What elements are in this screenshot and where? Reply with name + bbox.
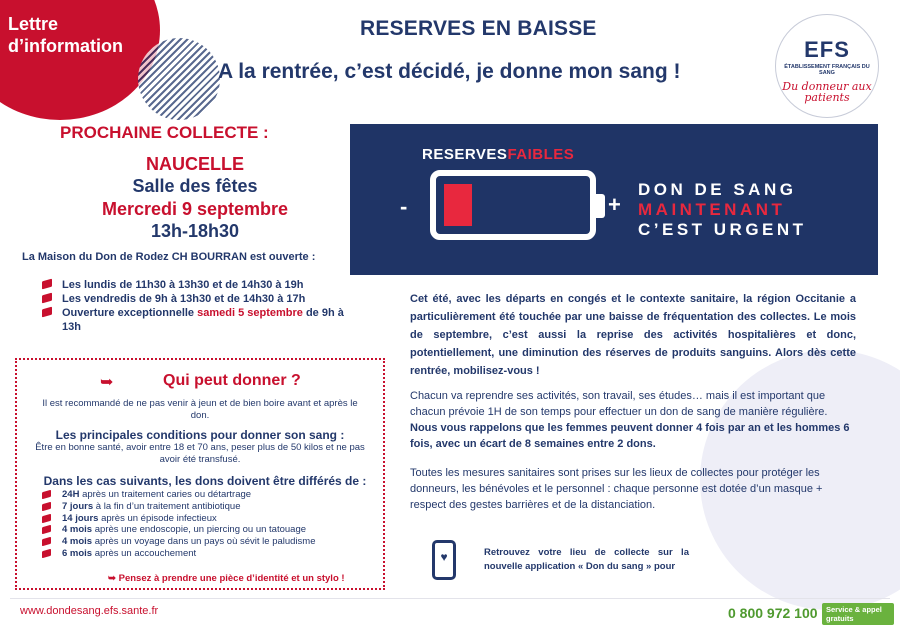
phone-number[interactable]: 0 800 972 100 (728, 605, 818, 621)
newsletter-title: Lettre d’information (8, 14, 123, 56)
footer-divider (10, 598, 890, 599)
deferral-duration: 4 mois (62, 536, 93, 548)
conditions-heading: Les principales conditions pour donner son sang : (55, 428, 345, 442)
page-subtitle: A la rentrée, c’est décidé, je donne mon sang ! (218, 60, 681, 83)
exception-suffix: de 9h à 13h (62, 307, 344, 333)
plus-icon: + (608, 192, 621, 217)
battery-icon (430, 170, 596, 240)
battery-level (444, 184, 472, 226)
rhythm-paragraph (410, 388, 856, 452)
hatched-circle-decoration (138, 38, 220, 120)
collecte-heading: PROCHAINE COLLECTE : (60, 123, 269, 142)
id-reminder (108, 573, 345, 584)
conditions-text: Être en bonne santé, avoir entre 18 et 70 ans, peser plus de 50 kilos et ne pas avoir été transfusé. (35, 442, 365, 465)
id-reminder-text: Pensez à prendre une pièce d’identité et un stylo ! (118, 573, 345, 584)
list-item (42, 513, 372, 525)
collecte-hours: 13h-18h30 (150, 221, 240, 241)
collecte-place: Salle des fêtes (132, 176, 258, 196)
intro-paragraph: Cet été, avec les départs en congés et le contexte sanitaire, la région Occitanie a particulièrement été touchée par une baisse de fréquentation des collectes. Le mois de septembre, c’est aussi la reprise des activités hospitalières et donc, potentiellement, une diminution des réserves de produits sanguins. Alors dès cette rentrée, mobilisez-vous ! (410, 293, 856, 377)
deferral-duration: 4 mois (62, 524, 93, 536)
exception-prefix: Ouverture exceptionnelle (62, 307, 198, 319)
rhythm-text: Chacun va reprendre ses activités, son travail, ses études… mais il est important que chacun prévoie 1H de son temps pour effectuer un don de sang de manière régulière. (410, 390, 828, 418)
collecte-city: NAUCELLE (146, 154, 244, 174)
efs-logo (775, 14, 879, 118)
list-item (42, 501, 372, 513)
battery-tip (596, 194, 605, 218)
banner-line-1: DON DE SANG (638, 180, 797, 199)
list-item (42, 278, 362, 292)
arrow-icon: ➥ (108, 573, 119, 584)
rhythm-emphasis: Nous vous rappelons que les femmes peuvent donner 4 fois par an et les hommes 6 fois, avec un écart de 8 semaines entre 2 dons. (410, 422, 850, 450)
schedule-text: Les lundis de 11h30 à 13h30 et de 14h30 à 19h (62, 279, 304, 291)
deferral-reason: après un épisode infectieux (98, 512, 217, 524)
deferral-duration: 14 jours (62, 512, 99, 524)
low-reserves-banner (350, 124, 878, 275)
minus-icon: - (400, 194, 408, 219)
eligibility-note: Il est recommandé de ne pas venir à jeun et de bien boire avant et après le don. (42, 398, 358, 421)
deferral-reason: après un traitement caries ou détartrage (79, 489, 252, 500)
deferral-heading: Dans les cas suivants, les dons doivent être différés de : (43, 474, 367, 488)
deferral-duration: 7 jours (62, 500, 94, 512)
sanitary-paragraph: Toutes les mesures sanitaires sont prises sur les lieux de collectes pour protéger les donneurs, les bénévoles et le personnel : chaque personne est dotée d’un masque + respect des gestes barrières et de la distanciation. (410, 467, 823, 511)
page-title: RESERVES EN BAISSE (360, 17, 597, 40)
website-link[interactable]: www.dondesang.efs.sante.fr (20, 605, 159, 617)
deferral-duration: 24H (62, 489, 80, 500)
list-item (42, 536, 372, 548)
list-item (42, 524, 372, 536)
deferral-reason: après un voyage dans un pays où sévit le paludisme (92, 536, 316, 548)
list-item (42, 306, 362, 334)
exception-date: samedi 5 septembre (197, 307, 303, 319)
collecte-date: Mercredi 9 septembre (101, 199, 289, 219)
maison-intro: La Maison du Don de Rodez CH BOURRAN est ouverte : (22, 251, 316, 263)
service-badge: Service & appel gratuits (822, 603, 894, 625)
deferral-reason: à la fin d’un traitement antibiotique (93, 500, 241, 512)
deferral-list (42, 489, 372, 560)
banner-reserves-word: RESERVES (422, 146, 508, 163)
list-item (42, 548, 372, 560)
banner-reserves-label (422, 146, 574, 163)
heart-phone-icon: ♥ (432, 540, 456, 580)
schedule-text: Les vendredis de 9h à 13h30 et de 14h30 à 17h (62, 293, 306, 305)
logo-full-name: ÉTABLISSEMENT FRANÇAIS DU SANG (784, 64, 870, 76)
banner-line-3: C’EST URGENT (638, 220, 807, 239)
logo-slogan: Du donneur aux patients (782, 80, 872, 104)
banner-faibles-word: FAIBLES (507, 146, 575, 163)
eligibility-heading: Qui peut donner ? (163, 372, 301, 389)
opening-hours-list (42, 278, 362, 334)
banner-line-2: MAINTENANT (638, 200, 786, 219)
list-item (42, 292, 362, 306)
deferral-reason: après un accouchement (92, 547, 197, 559)
deferral-reason: après une endoscopie, un piercing ou un tatouage (92, 524, 307, 536)
logo-name: EFS (804, 37, 850, 62)
app-promo-text: Retrouvez votre lieu de collecte sur la nouvelle application « Don du sang » pour (484, 547, 689, 572)
list-item (42, 489, 372, 501)
deferral-duration: 6 mois (62, 547, 93, 559)
curved-arrow-icon: ➥ (100, 374, 114, 391)
